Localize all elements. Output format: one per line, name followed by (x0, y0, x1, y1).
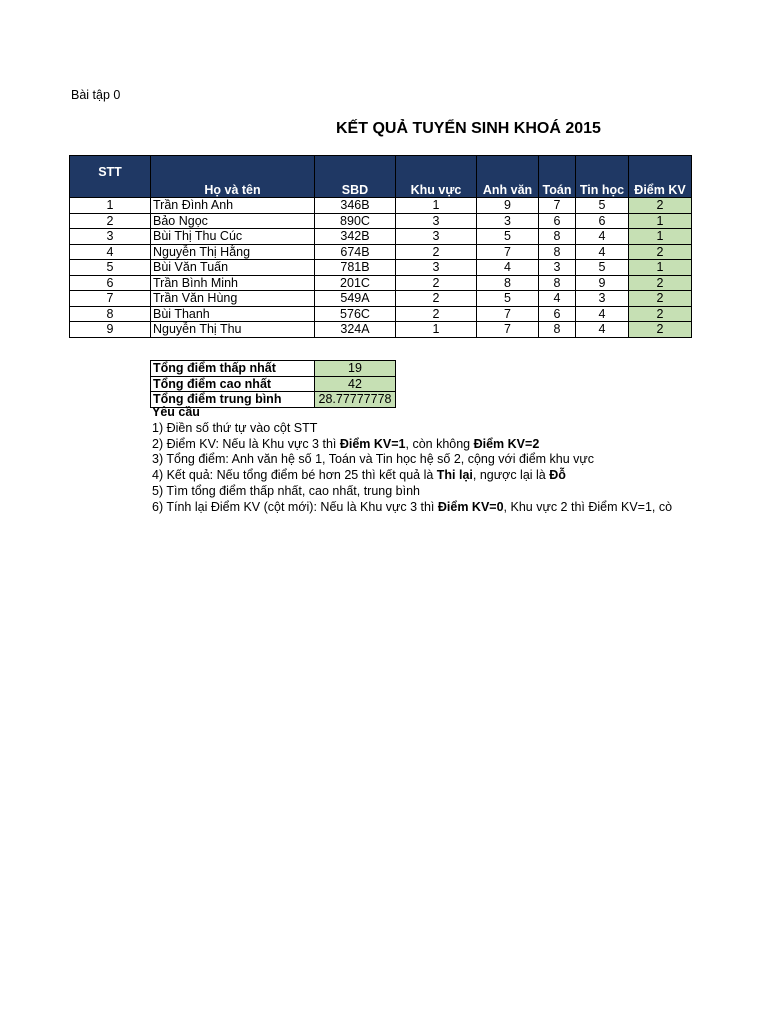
cell-sbd[interactable]: 549A (315, 291, 396, 307)
cell-math[interactable]: 8 (539, 229, 576, 245)
cell-informatics[interactable]: 9 (576, 275, 629, 291)
cell-name[interactable]: Nguyễn Thị Hằng (151, 244, 315, 260)
requirement-text: , ngược lại là (472, 468, 550, 483)
requirement-text: 1) Điền số thứ tự vào cột STT (152, 420, 318, 435)
cell-sbd[interactable]: 346B (315, 198, 396, 214)
table-body (70, 198, 692, 338)
cell-stt[interactable]: 1 (70, 198, 151, 214)
header-region-score[interactable]: Điểm KV (629, 156, 692, 198)
requirement-item (152, 468, 672, 484)
cell-region[interactable]: 2 (396, 291, 477, 307)
table-row (70, 260, 692, 276)
table-row (70, 213, 692, 229)
header-math[interactable]: Toán (539, 156, 576, 198)
cell-stt[interactable]: 9 (70, 322, 151, 338)
cell-region-score[interactable]: 2 (629, 306, 692, 322)
summary-value[interactable]: 28.77777778 (315, 392, 396, 408)
summary-value[interactable]: 42 (315, 376, 396, 392)
cell-region[interactable]: 3 (396, 213, 477, 229)
page-title: KẾT QUẢ TUYỂN SINH KHOÁ 2015 (336, 120, 601, 137)
cell-stt[interactable]: 4 (70, 244, 151, 260)
cell-region-score[interactable]: 2 (629, 198, 692, 214)
header-region[interactable]: Khu vực (396, 156, 477, 198)
cell-math[interactable]: 8 (539, 322, 576, 338)
results-table (69, 155, 692, 338)
cell-name[interactable]: Bảo Ngọc (151, 213, 315, 229)
sheet-label: Bài tập 0 (71, 88, 121, 102)
cell-region-score[interactable]: 2 (629, 244, 692, 260)
requirement-item (152, 421, 672, 437)
table-row (70, 291, 692, 307)
requirement-emphasis: Đỗ (549, 468, 566, 483)
cell-informatics[interactable]: 4 (576, 306, 629, 322)
requirement-emphasis: Điểm KV=1 (339, 436, 406, 451)
table-row (70, 306, 692, 322)
cell-english[interactable]: 9 (477, 198, 539, 214)
cell-name[interactable]: Bùi Thanh (151, 306, 315, 322)
summary-label[interactable]: Tổng điểm cao nhất (151, 376, 315, 392)
cell-sbd[interactable]: 576C (315, 306, 396, 322)
requirement-emphasis: Điểm KV=2 (473, 436, 540, 451)
cell-stt[interactable]: 8 (70, 306, 151, 322)
cell-region[interactable]: 3 (396, 229, 477, 245)
header-informatics[interactable]: Tin học (576, 156, 629, 198)
cell-math[interactable]: 6 (539, 306, 576, 322)
cell-region-score[interactable]: 2 (629, 322, 692, 338)
cell-english[interactable]: 4 (477, 260, 539, 276)
requirement-text: 3) Tổng điểm: Anh văn hệ số 1, Toán và Tin học hệ số 2, cộng với điểm khu vực (152, 452, 595, 467)
cell-name[interactable]: Bùi Văn Tuấn (151, 260, 315, 276)
cell-english[interactable]: 7 (477, 244, 539, 260)
requirement-item (152, 484, 672, 500)
requirement-item (152, 437, 672, 453)
table-row (70, 229, 692, 245)
cell-informatics[interactable]: 4 (576, 244, 629, 260)
requirements-list (152, 421, 672, 516)
cell-region[interactable]: 1 (396, 322, 477, 338)
cell-informatics[interactable]: 5 (576, 260, 629, 276)
header-stt[interactable]: STT (70, 156, 151, 198)
cell-region-score[interactable]: 2 (629, 275, 692, 291)
requirement-item (152, 500, 672, 516)
requirement-text: 5) Tìm tổng điểm thấp nhất, cao nhất, trung bình (152, 483, 420, 498)
cell-math[interactable]: 7 (539, 198, 576, 214)
requirement-text: , còn không (405, 436, 474, 451)
summary-label[interactable]: Tổng điểm thấp nhất (151, 361, 315, 377)
requirement-text: , Khu vực 2 thì Điểm KV=1, cò (503, 499, 673, 514)
cell-informatics[interactable]: 6 (576, 213, 629, 229)
cell-informatics[interactable]: 4 (576, 322, 629, 338)
cell-sbd[interactable]: 674B (315, 244, 396, 260)
cell-english[interactable]: 7 (477, 322, 539, 338)
cell-region-score[interactable]: 1 (629, 213, 692, 229)
cell-informatics[interactable]: 5 (576, 198, 629, 214)
summary-label[interactable]: Tổng điểm trung bình (151, 392, 315, 408)
cell-region[interactable]: 3 (396, 260, 477, 276)
cell-region-score[interactable]: 1 (629, 260, 692, 276)
summary-row (151, 361, 396, 377)
summary-row (151, 376, 396, 392)
cell-sbd[interactable]: 342B (315, 229, 396, 245)
header-name[interactable]: Họ và tên (151, 156, 315, 198)
cell-region[interactable]: 2 (396, 244, 477, 260)
cell-math[interactable]: 3 (539, 260, 576, 276)
cell-sbd[interactable]: 781B (315, 260, 396, 276)
cell-name[interactable]: Trần Bình Minh (151, 275, 315, 291)
header-sbd[interactable]: SBD (315, 156, 396, 198)
cell-region[interactable]: 1 (396, 198, 477, 214)
cell-english[interactable]: 7 (477, 306, 539, 322)
cell-informatics[interactable]: 4 (576, 229, 629, 245)
summary-table (150, 360, 396, 408)
cell-stt[interactable]: 2 (70, 213, 151, 229)
cell-math[interactable]: 8 (539, 244, 576, 260)
cell-stt[interactable]: 5 (70, 260, 151, 276)
requirements-block (152, 405, 672, 516)
cell-english[interactable]: 5 (477, 229, 539, 245)
cell-english[interactable]: 3 (477, 213, 539, 229)
header-english[interactable]: Anh văn (477, 156, 539, 198)
cell-informatics[interactable]: 3 (576, 291, 629, 307)
cell-stt[interactable]: 7 (70, 291, 151, 307)
cell-sbd[interactable]: 201C (315, 275, 396, 291)
cell-math[interactable]: 8 (539, 275, 576, 291)
requirement-text: 6) Tính lại Điểm KV (cột mới): Nếu là Khu vực 3 thì (152, 499, 438, 514)
cell-name[interactable]: Trần Văn Hùng (151, 291, 315, 307)
requirement-emphasis: Điểm KV=0 (437, 499, 504, 514)
cell-math[interactable]: 4 (539, 291, 576, 307)
cell-english[interactable]: 8 (477, 275, 539, 291)
requirement-item (152, 452, 672, 468)
summary-value[interactable]: 19 (315, 361, 396, 377)
cell-stt[interactable]: 3 (70, 229, 151, 245)
cell-stt[interactable]: 6 (70, 275, 151, 291)
table-row (70, 322, 692, 338)
cell-math[interactable]: 6 (539, 213, 576, 229)
table-row (70, 198, 692, 214)
cell-region-score[interactable]: 2 (629, 291, 692, 307)
requirements-heading: Yêu cầu (152, 405, 200, 419)
cell-region-score[interactable]: 1 (629, 229, 692, 245)
requirement-emphasis: Thi lại (436, 468, 473, 483)
cell-english[interactable]: 5 (477, 291, 539, 307)
cell-region[interactable]: 2 (396, 275, 477, 291)
cell-sbd[interactable]: 890C (315, 213, 396, 229)
cell-sbd[interactable]: 324A (315, 322, 396, 338)
table-header-row (70, 156, 692, 198)
table-row (70, 244, 692, 260)
cell-region[interactable]: 2 (396, 306, 477, 322)
table-row (70, 275, 692, 291)
cell-name[interactable]: Bùi Thị Thu Cúc (151, 229, 315, 245)
cell-name[interactable]: Trần Đình Anh (151, 198, 315, 214)
cell-name[interactable]: Nguyễn Thị Thu (151, 322, 315, 338)
summary-body (151, 361, 396, 408)
requirement-text: 2) Điểm KV: Nếu là Khu vực 3 thì (152, 436, 340, 451)
requirement-text: 4) Kết quả: Nếu tổng điểm bé hơn 25 thì kết quả là (152, 468, 437, 483)
